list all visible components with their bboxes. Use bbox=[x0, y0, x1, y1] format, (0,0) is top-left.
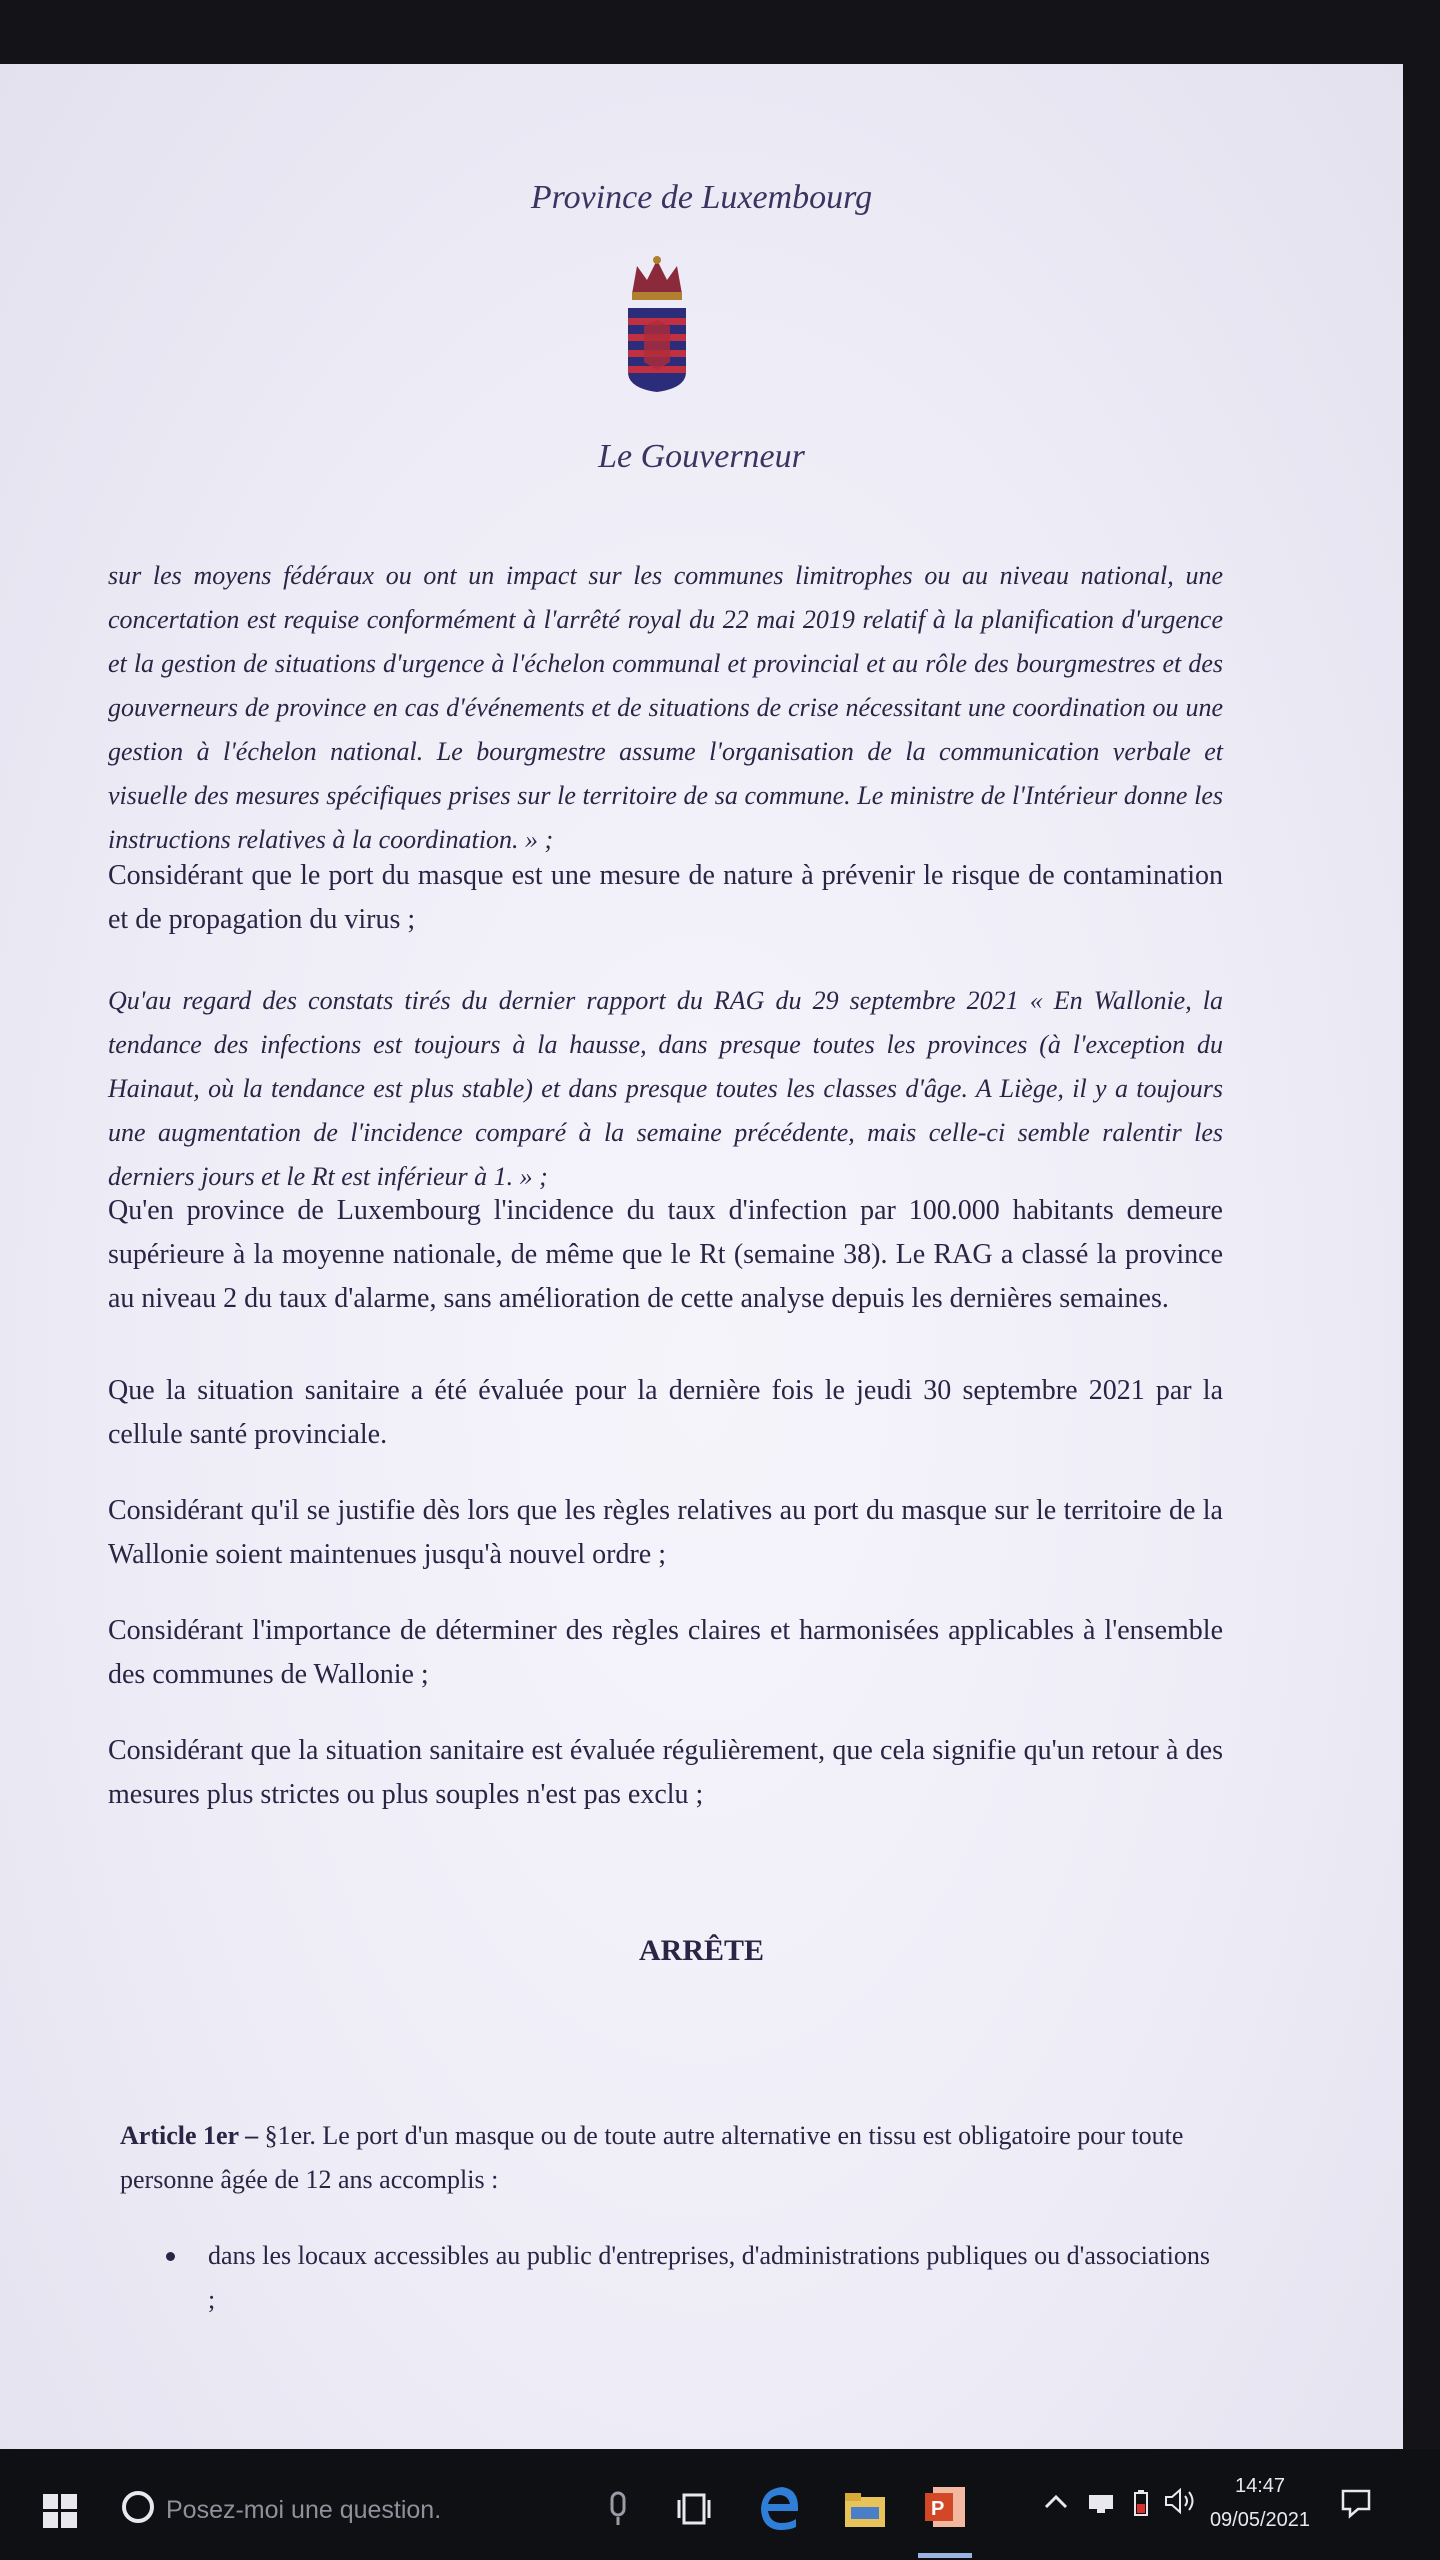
paragraph-rapport-rag: Qu'au regard des constats tirés du dernier rapport du RAG du 29 septembre 2021 « En Wallonie, la tendance des infections est toujours à la hausse, dans presque toutes les provinces (à l'exception du Hainaut, où la tendance est plus stable) et dans presque toutes les classes d'âge. A Liège, il y a toujours une augmentation de l'incidence comparé à la semaine précédente, mais celle-ci semble ralentir les derniers jours et le Rt est inférieur à 1. » ; bbox=[108, 986, 1223, 1191]
arrete-heading: ARRÊTE bbox=[638, 1934, 765, 1967]
clock-date: 09/05/2021 bbox=[1209, 2509, 1311, 2531]
paragraph-incidence-luxembourg: Qu'en province de Luxembourg l'incidence du taux d'infection par 100.000 habitants demeure supérieure à la moyenne nationale, de même que le Rt (semaine 38). Le RAG a classé la province au niveau 2 du taux d'alarme, sans amélioration de cette analyse depuis les dernières semaines. bbox=[108, 1195, 1223, 1314]
notification-icon[interactable] bbox=[1332, 2479, 1380, 2527]
paragraph-situation-sanitaire: Que la situation sanitaire a été évaluée pour la dernière fois le jeudi 30 septembre 2021 par la cellule santé provinciale. bbox=[108, 1375, 1223, 1450]
search-input[interactable] bbox=[164, 2489, 468, 2531]
network-icon[interactable] bbox=[1082, 2483, 1120, 2523]
bullet-icon bbox=[166, 2252, 175, 2261]
svg-text:P: P bbox=[931, 2498, 945, 2520]
taskbar bbox=[0, 2449, 1440, 2560]
governor-title: Le Gouverneur bbox=[598, 438, 805, 475]
battery-icon[interactable] bbox=[1122, 2483, 1160, 2523]
paragraph-regles-harmonisees: Considérant l'importance de déterminer des règles claires et harmonisées applicables à l'ensemble des communes de Wallonie ; bbox=[108, 1615, 1223, 1690]
article-1-text: §1er. Le port d'un masque ou de toute autre alternative en tissu est obligatoire pour toute personne âgée de 12 ans accomplis : bbox=[120, 2121, 1184, 2194]
powerpoint-icon[interactable] bbox=[915, 2475, 975, 2539]
clock-time: 14:47 bbox=[1234, 2475, 1286, 2497]
paragraph-evaluation-reguliere: Considérant que la situation sanitaire est évaluée régulièrement, que cela signifie qu'un retour à des mesures plus strictes ou plus souples n'est pas exclu ; bbox=[108, 1735, 1223, 1810]
paragraph-considerant-masque: Considérant que le port du masque est une mesure de nature à prévenir le risque de contamination et de propagation du virus ; bbox=[108, 860, 1223, 935]
task-view-icon[interactable] bbox=[670, 2485, 718, 2533]
active-app-indicator bbox=[918, 2553, 972, 2558]
document-page bbox=[0, 64, 1403, 2449]
article-1-label: Article 1er – bbox=[120, 2121, 259, 2150]
windows-start-icon[interactable] bbox=[30, 2481, 90, 2541]
paragraph-quotation: sur les moyens fédéraux ou ont un impact sur les communes limitrophes ou au niveau national, une concertation est requise conformément à l'arrêté royal du 22 mai 2019 relatif à la planification d'urgence et la gestion de situations d'urgence à l'échelon communal et provincial et au rôle des bourgmestres et des gouverneurs de province en cas d'événements et de situations de crise nécessitant une coordination ou une gestion à l'échelon national. Le bourgmestre assume l'organisation de la communication verbale et visuelle des mesures spécifiques prises sur le territoire de sa commune. Le ministre de l'Intérieur donne les instructions relatives à la coordination. » ; bbox=[108, 561, 1223, 854]
list-item bbox=[120, 2234, 1210, 2322]
cortana-icon[interactable] bbox=[118, 2487, 158, 2527]
paragraph-regles-maintenues: Considérant qu'il se justifie dès lors que les règles relatives au port du masque sur le territoire de la Wallonie soient maintenues jusqu'à nouvel ordre ; bbox=[108, 1495, 1223, 1570]
province-name: Province de Luxembourg bbox=[530, 179, 873, 216]
edge-icon[interactable] bbox=[750, 2477, 810, 2537]
coat-of-arms-emblem bbox=[622, 254, 692, 444]
microphone-icon[interactable] bbox=[598, 2485, 638, 2533]
file-explorer-icon[interactable] bbox=[835, 2479, 895, 2539]
chevron-up-icon[interactable] bbox=[1036, 2481, 1076, 2521]
article-1 bbox=[120, 2114, 1210, 2202]
article-1-bullet-list bbox=[120, 2234, 1210, 2322]
system-clock[interactable] bbox=[1198, 2469, 1322, 2537]
list-item-text: dans les locaux accessibles au public d'entreprises, d'administrations publiques ou d'associations ; bbox=[208, 2241, 1210, 2314]
